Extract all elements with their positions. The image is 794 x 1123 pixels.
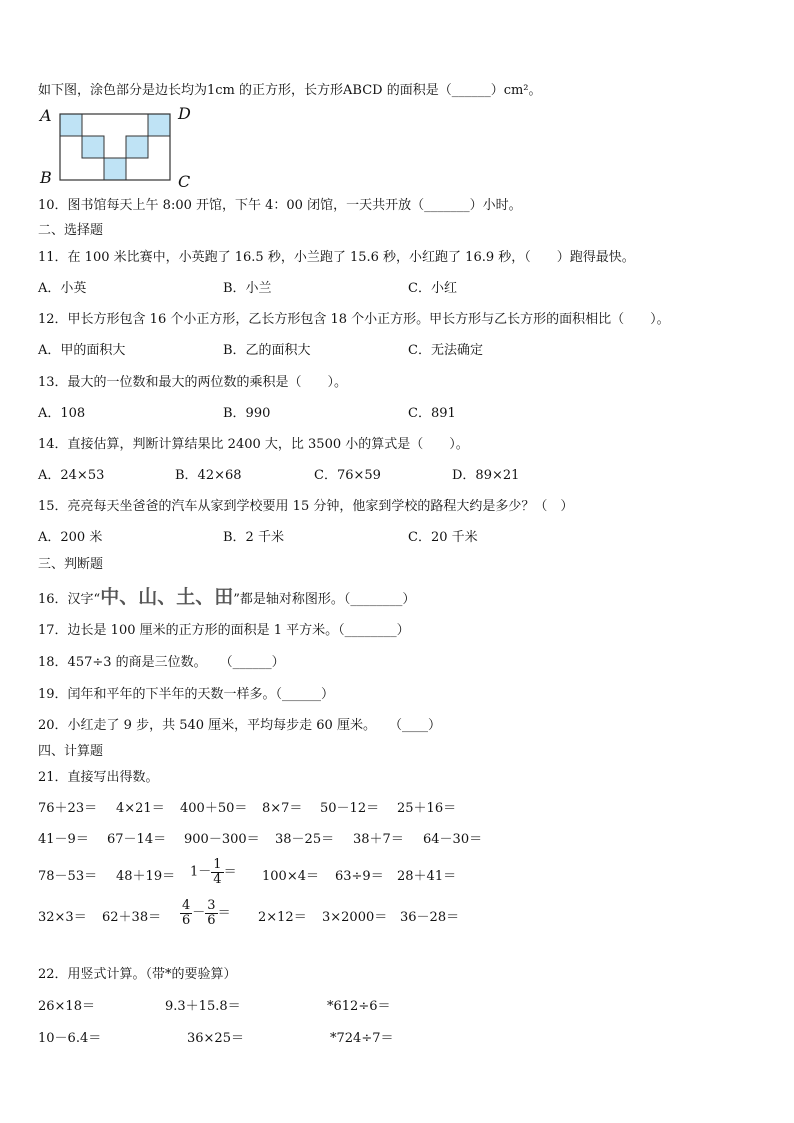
fraction-denominator: 4	[213, 872, 222, 887]
calc-item: 8×7＝	[262, 801, 303, 816]
q16-prefix: 16．汉字“	[38, 592, 101, 607]
calc-item: 63÷9＝	[335, 869, 384, 884]
q16-suffix: ”都是轴对称图形。（________）	[233, 592, 416, 607]
calc-item-fraction: $\frac{4}{6}$ － $\frac{3}{6}$ ＝	[182, 898, 231, 928]
section-choice-heading: 二、选择题	[38, 223, 104, 238]
q15-option-b[interactable]: B．2 千米	[223, 530, 284, 545]
section-judge-heading: 三、判断题	[38, 557, 104, 572]
question-22: 22．用竖式计算。（带*的要验算）	[38, 967, 237, 982]
q14-option-d[interactable]: D．89×21	[452, 468, 520, 483]
label-a: A	[40, 106, 52, 125]
calc-item: 62＋38＝	[102, 910, 162, 925]
question-9	[38, 82, 542, 100]
question-10: 10．图书馆每天上午 8:00 开馆，下午 4：00 闭馆，一天共开放（_______）小时。	[38, 198, 522, 213]
q12-option-c[interactable]: C．无法确定	[408, 343, 483, 358]
q13-option-b[interactable]: B．990	[223, 406, 271, 421]
label-b: B	[40, 168, 52, 187]
shaded-square	[60, 114, 82, 136]
vertical-calc-item: 9.3＋15.8＝	[165, 999, 241, 1014]
calc-item: 41－9＝	[38, 832, 89, 847]
calc-item: 25＋16＝	[397, 801, 457, 816]
shaded-square	[82, 136, 104, 158]
q13-option-a[interactable]: A．108	[38, 406, 86, 421]
q12-option-b[interactable]: B．乙的面积大	[223, 343, 311, 358]
grid-drawing	[38, 104, 198, 190]
label-c: C	[178, 172, 191, 191]
calc-item: 67－14＝	[107, 832, 167, 847]
calc-item: 400＋50＝	[180, 801, 248, 816]
q14-option-b[interactable]: B．42×68	[175, 468, 242, 483]
calc-item: 100×4＝	[262, 869, 319, 884]
fraction-denominator: 6	[182, 913, 191, 928]
calc-item: 36－28＝	[400, 910, 460, 925]
question-9-text: 如下图，涂色部分是边长均为1cm 的正方形，长方形ABCD 的面积是（______）cm²。	[38, 83, 542, 98]
calc-item: 78－53＝	[38, 869, 98, 884]
q11-option-b[interactable]: B．小兰	[223, 281, 272, 296]
calc-item: 4×21＝	[116, 801, 165, 816]
shaded-square	[104, 158, 126, 180]
question-17: 17．边长是 100 厘米的正方形的面积是 1 平方米。（________）	[38, 623, 410, 638]
calc-item: 38＋7＝	[353, 832, 404, 847]
q14-option-c[interactable]: C．76×59	[314, 468, 381, 483]
fraction-numerator: 4	[182, 898, 191, 913]
q16-characters: 中、山、土、田	[100, 586, 234, 608]
section-calc-heading: 四、计算题	[38, 744, 104, 759]
shaded-square	[126, 136, 148, 158]
rectangle-abcd-figure	[38, 104, 198, 190]
question-19: 19．闰年和平年的下半年的天数一样多。（______）	[38, 687, 335, 702]
q12-option-a[interactable]: A．甲的面积大	[38, 343, 126, 358]
calc-item: 64－30＝	[423, 832, 483, 847]
shaded-square	[148, 114, 170, 136]
question-16	[38, 585, 415, 612]
question-14: 14．直接估算，判断计算结果比 2400 大，比 3500 小的算式是（ ）。	[38, 437, 469, 452]
calc-item: 38－25＝	[275, 832, 335, 847]
question-12: 12．甲长方形包含 16 个小正方形，乙长方形包含 18 个小正方形。甲长方形与乙长方形的面积相比（ ）。	[38, 312, 670, 327]
question-20: 20．小红走了 9 步，共 540 厘米，平均每步走 60 厘米。 （____）	[38, 718, 441, 733]
fraction-numerator: 1	[213, 857, 222, 872]
q13-option-c[interactable]: C．891	[408, 406, 456, 421]
q11-option-c[interactable]: C．小红	[408, 281, 457, 296]
question-15: 15．亮亮每天坐爸爸的汽车从家到学校要用 15 分钟，他家到学校的路程大约是多少？（ ）	[38, 499, 574, 514]
vertical-calc-item: 36×25＝	[187, 1031, 244, 1046]
calc-item: 2×12＝	[258, 910, 307, 925]
calc-item: 32×3＝	[38, 910, 87, 925]
calc-item: 28＋41＝	[397, 869, 457, 884]
calc-item: 50－12＝	[320, 801, 380, 816]
label-d: D	[178, 104, 191, 123]
q11-option-a[interactable]: A．小英	[38, 281, 87, 296]
calc-item: 76＋23＝	[38, 801, 98, 816]
vertical-calc-item: 26×18＝	[38, 999, 95, 1014]
calc-item-fraction: 1－ $\frac{1}{4}$ ＝	[190, 857, 237, 887]
calc-item: 3×2000＝	[322, 910, 388, 925]
question-21: 21．直接写出得数。	[38, 770, 159, 785]
vertical-calc-item: *612÷6＝	[327, 999, 391, 1014]
vertical-calc-item: *724÷7＝	[330, 1031, 394, 1046]
q15-option-a[interactable]: A．200 米	[38, 530, 103, 545]
calc-item: 900－300＝	[184, 832, 260, 847]
question-18: 18．457÷3 的商是三位数。 （______）	[38, 655, 285, 670]
calc-item: 48＋19＝	[116, 869, 176, 884]
fraction-denominator: 6	[207, 913, 216, 928]
question-13: 13．最大的一位数和最大的两位数的乘积是（ ）。	[38, 375, 348, 390]
q14-option-a[interactable]: A．24×53	[38, 468, 105, 483]
q15-option-c[interactable]: C．20 千米	[408, 530, 478, 545]
fraction-numerator: 3	[207, 898, 216, 913]
question-11: 11．在 100 米比赛中，小英跑了 16.5 秒，小兰跑了 15.6 秒，小红跑了 16.9 秒，（ ）跑得最快。	[38, 250, 635, 265]
vertical-calc-item: 10－6.4＝	[38, 1031, 102, 1046]
